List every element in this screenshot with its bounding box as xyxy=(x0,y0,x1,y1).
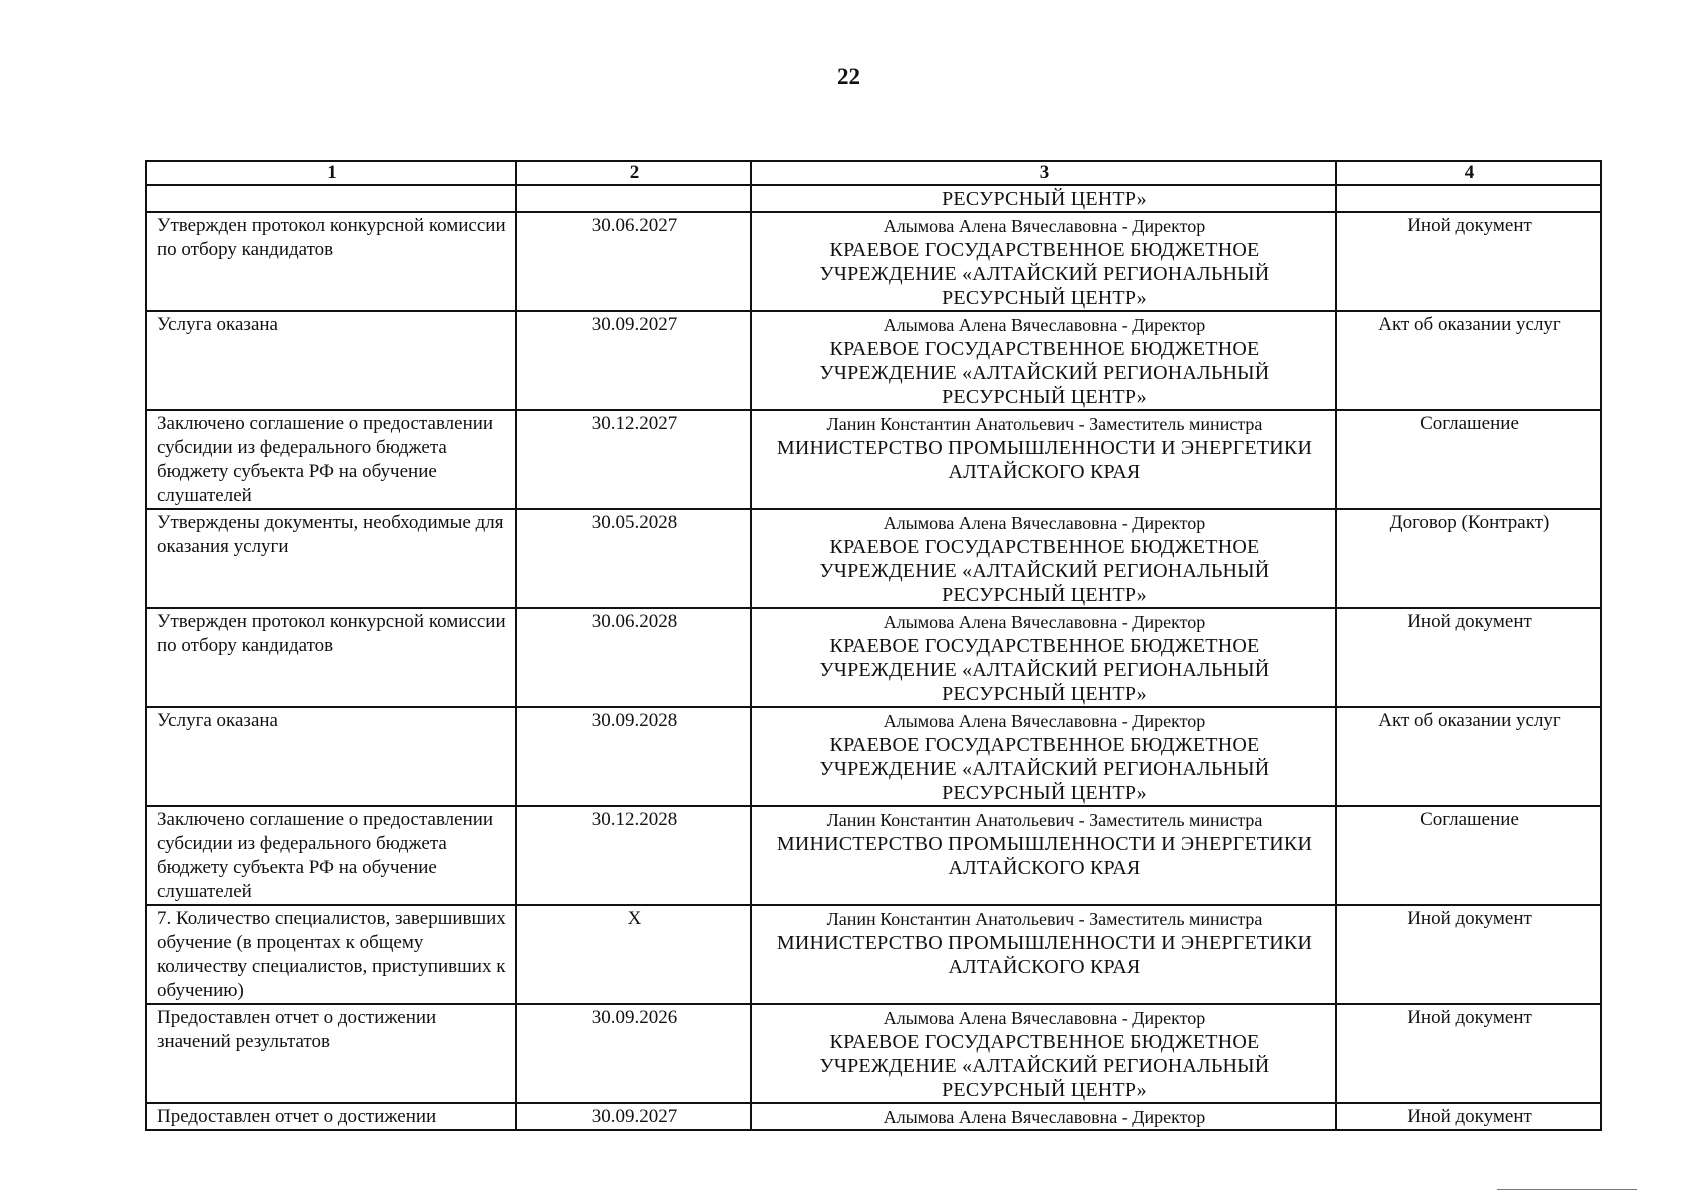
responsible-person: Алымова Алена Вячеславовна - Директор xyxy=(883,1107,1206,1127)
document-type-cell xyxy=(1336,185,1601,212)
document-type-cell: Акт об оказании услуг xyxy=(1336,311,1601,410)
responsible-organization: КРАЕВОЕ ГОСУДАРСТВЕННОЕ БЮДЖЕТНОЕ УЧРЕЖДЕНИЕ «АЛТАЙСКИЙ РЕГИОНАЛЬНЫЙ РЕСУРСНЫЙ ЦЕНТР» xyxy=(819,239,1270,309)
responsible-organization: КРАЕВОЕ ГОСУДАРСТВЕННОЕ БЮДЖЕТНОЕ УЧРЕЖДЕНИЕ «АЛТАЙСКИЙ РЕГИОНАЛЬНЫЙ РЕСУРСНЫЙ ЦЕНТР» xyxy=(819,635,1270,705)
responsible-cell xyxy=(751,410,1336,509)
event-cell: 7. Количество специалистов, завершивших обучение (в процентах к общему количеству специалистов, приступивших к обучению) xyxy=(146,905,516,1004)
responsible-organization: КРАЕВОЕ ГОСУДАРСТВЕННОЕ БЮДЖЕТНОЕ УЧРЕЖДЕНИЕ «АЛТАЙСКИЙ РЕГИОНАЛЬНЫЙ РЕСУРСНЫЙ ЦЕНТР» xyxy=(819,338,1270,408)
responsible-organization: МИНИСТЕРСТВО ПРОМЫШЛЕННОСТИ И ЭНЕРГЕТИКИ АЛТАЙСКОГО КРАЯ xyxy=(776,932,1313,978)
date-cell: 30.09.2026 xyxy=(516,1004,751,1103)
responsible-cell xyxy=(751,212,1336,311)
responsible-organization: МИНИСТЕРСТВО ПРОМЫШЛЕННОСТИ И ЭНЕРГЕТИКИ АЛТАЙСКОГО КРАЯ xyxy=(776,437,1313,483)
document-type-cell: Иной документ xyxy=(1336,1103,1601,1130)
responsible-cell xyxy=(751,311,1336,410)
responsible-cell xyxy=(751,1004,1336,1103)
responsible-person: Алымова Алена Вячеславовна - Директор xyxy=(883,216,1206,236)
responsible-person: Алымова Алена Вячеславовна - Директор xyxy=(883,513,1206,533)
responsible-cell xyxy=(751,185,1336,212)
column-number-row xyxy=(146,161,1601,185)
date-cell: 30.06.2028 xyxy=(516,608,751,707)
document-type-cell: Иной документ xyxy=(1336,608,1601,707)
responsible-organization: МИНИСТЕРСТВО ПРОМЫШЛЕННОСТИ И ЭНЕРГЕТИКИ АЛТАЙСКОГО КРАЯ xyxy=(776,833,1313,879)
table-row xyxy=(146,185,1601,212)
responsible-organization: КРАЕВОЕ ГОСУДАРСТВЕННОЕ БЮДЖЕТНОЕ УЧРЕЖДЕНИЕ «АЛТАЙСКИЙ РЕГИОНАЛЬНЫЙ РЕСУРСНЫЙ ЦЕНТР» xyxy=(819,734,1270,804)
responsible-cell xyxy=(751,806,1336,905)
document-type-cell: Иной документ xyxy=(1336,1004,1601,1103)
responsible-person: Ланин Константин Анатольевич - Заместитель министра xyxy=(826,414,1263,434)
plan-table xyxy=(145,160,1602,1131)
table-row xyxy=(146,1103,1601,1130)
date-cell: 30.09.2027 xyxy=(516,1103,751,1130)
responsible-cell xyxy=(751,1103,1336,1130)
table-row xyxy=(146,311,1601,410)
table-row xyxy=(146,905,1601,1004)
document-type-cell: Соглашение xyxy=(1336,410,1601,509)
column-number-2: 2 xyxy=(516,161,751,185)
date-cell: 30.12.2028 xyxy=(516,806,751,905)
event-cell xyxy=(146,185,516,212)
event-cell: Утвержден протокол конкурсной комиссии по отбору кандидатов xyxy=(146,608,516,707)
date-cell xyxy=(516,185,751,212)
column-number-4: 4 xyxy=(1336,161,1601,185)
column-number-1: 1 xyxy=(146,161,516,185)
document-type-cell: Договор (Контракт) xyxy=(1336,509,1601,608)
responsible-cell xyxy=(751,509,1336,608)
event-cell: Услуга оказана xyxy=(146,311,516,410)
table-row xyxy=(146,410,1601,509)
responsible-person: Алымова Алена Вячеславовна - Директор xyxy=(883,711,1206,731)
event-cell: Утверждены документы, необходимые для оказания услуги xyxy=(146,509,516,608)
event-cell: Утвержден протокол конкурсной комиссии по отбору кандидатов xyxy=(146,212,516,311)
event-cell: Услуга оказана xyxy=(146,707,516,806)
column-number-3: 3 xyxy=(751,161,1336,185)
date-cell: 30.09.2027 xyxy=(516,311,751,410)
event-cell: Предоставлен отчет о достижении xyxy=(146,1103,516,1130)
responsible-cell xyxy=(751,905,1336,1004)
date-cell: X xyxy=(516,905,751,1004)
table-row xyxy=(146,212,1601,311)
responsible-person: Алымова Алена Вячеславовна - Директор xyxy=(883,612,1206,632)
table-row xyxy=(146,509,1601,608)
document-type-cell: Иной документ xyxy=(1336,905,1601,1004)
document-type-cell: Иной документ xyxy=(1336,212,1601,311)
responsible-organization: КРАЕВОЕ ГОСУДАРСТВЕННОЕ БЮДЖЕТНОЕ УЧРЕЖДЕНИЕ «АЛТАЙСКИЙ РЕГИОНАЛЬНЫЙ РЕСУРСНЫЙ ЦЕНТР» xyxy=(819,1031,1270,1101)
table-row xyxy=(146,1004,1601,1103)
responsible-person: Алымова Алена Вячеславовна - Директор xyxy=(883,315,1206,335)
event-cell: Предоставлен отчет о достижении значений результатов xyxy=(146,1004,516,1103)
table-row xyxy=(146,707,1601,806)
page-number: 22 xyxy=(837,64,860,89)
table-row xyxy=(146,806,1601,905)
event-cell: Заключено соглашение о предоставлении субсидии из федерального бюджета бюджету субъекта РФ на обучение слушателей xyxy=(146,410,516,509)
event-cell: Заключено соглашение о предоставлении субсидии из федерального бюджета бюджету субъекта РФ на обучение слушателей xyxy=(146,806,516,905)
table-row xyxy=(146,608,1601,707)
responsible-cell xyxy=(751,707,1336,806)
date-cell: 30.05.2028 xyxy=(516,509,751,608)
date-cell: 30.06.2027 xyxy=(516,212,751,311)
document-type-cell: Соглашение xyxy=(1336,806,1601,905)
document-type-cell: Акт об оказании услуг xyxy=(1336,707,1601,806)
responsible-person: Алымова Алена Вячеславовна - Директор xyxy=(883,1008,1206,1028)
date-cell: 30.09.2028 xyxy=(516,707,751,806)
responsible-organization: КРАЕВОЕ ГОСУДАРСТВЕННОЕ БЮДЖЕТНОЕ УЧРЕЖДЕНИЕ «АЛТАЙСКИЙ РЕГИОНАЛЬНЫЙ РЕСУРСНЫЙ ЦЕНТР» xyxy=(819,536,1270,606)
responsible-person: Ланин Константин Анатольевич - Заместитель министра xyxy=(826,810,1263,830)
responsible-organization: РЕСУРСНЫЙ ЦЕНТР» xyxy=(942,188,1147,210)
responsible-cell xyxy=(751,608,1336,707)
date-cell: 30.12.2027 xyxy=(516,410,751,509)
scan-edge-line xyxy=(1497,1189,1637,1190)
responsible-person: Ланин Константин Анатольевич - Заместитель министра xyxy=(826,909,1263,929)
